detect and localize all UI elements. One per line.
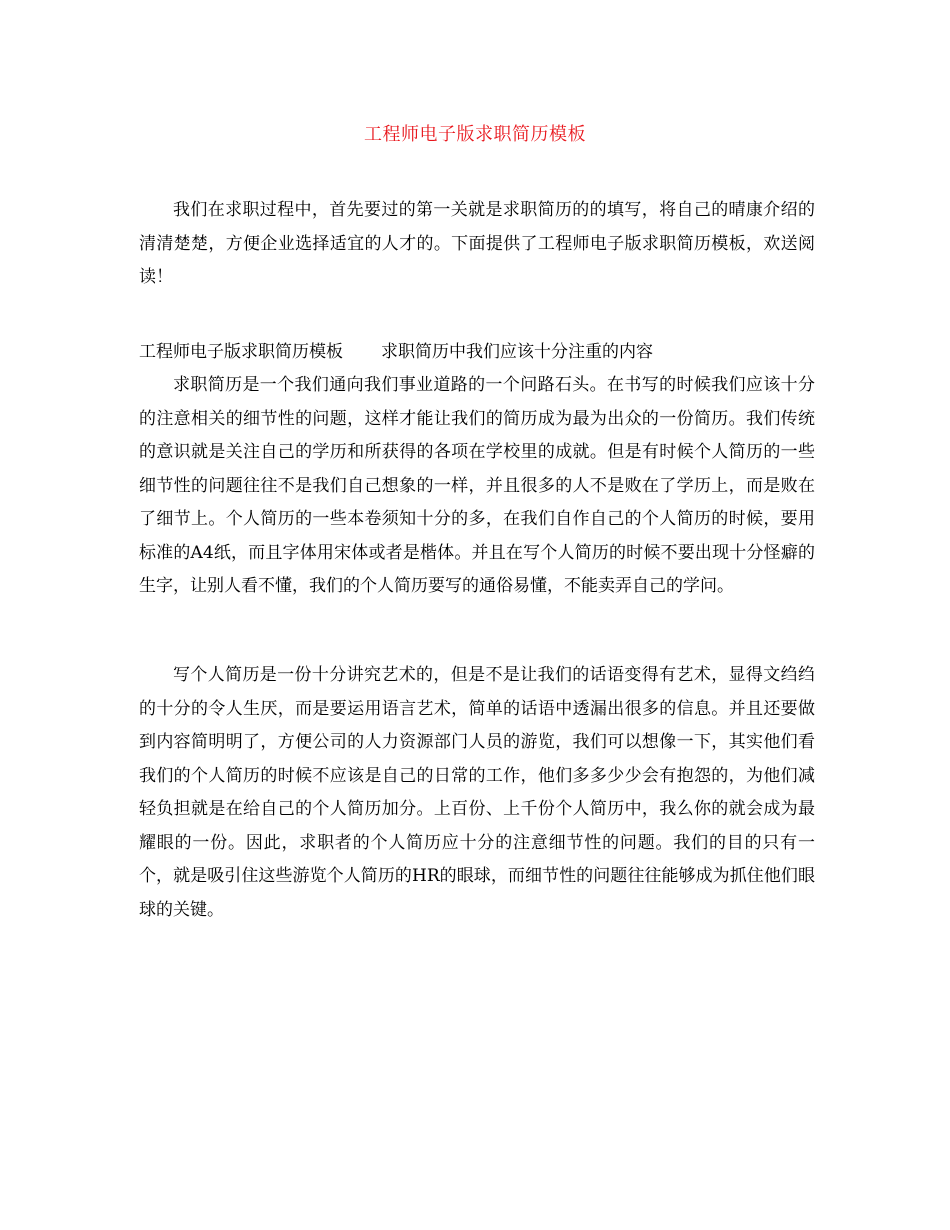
section-subtitle: 求职简历中我们应该十分注重的内容 xyxy=(381,342,653,362)
body-paragraph-1: 求职简历是一个我们通向我们事业道路的一个问路石头。在书写的时候我们应该十分的注意相关的细节性的问题，这样才能让我们的简历成为最为出众的一份简历。我们传统的意识就是关注自己的学历和所获得的各项在学校里的成就。但是有时候个人简历的一些细节性的问题往往不是我们自己想象的一样，并且很多的人不是败在了学历上，而是败在了细节上。个人简历的一些本卷须知十分的多，在我们自作自己的个人简历的时候，要用标准的A4纸，而且字体用宋体或者是楷体。并且在写个人简历的时候不要出现十分怪癖的生字，让别人看不懂，我们的个人简历要写的通俗易懂，不能卖弄自己的学问。 xyxy=(139,375,815,596)
body-paragraph-2: 写个人简历是一份十分讲究艺术的，但是不是让我们的话语变得有艺术，显得文绉绉的十分的令人生厌，而是要运用语言艺术，简单的话语中透漏出很多的信息。并且还要做到内容简明明了，方便公司的人力资源部门人员的游览，我们可以想像一下，其实他们看我们的个人简历的时候不应该是自己的日常的工作，他们多多少少会有抱怨的，为他们减轻负担就是在给自己的个人简历加分。上百份、上千份个人简历中，我么你的就会成为最耀眼的一份。因此，求职者的个人简历应十分的注意细节性的问题。我们的目的只有一个，就是吸引住这些游览个人简历的HR的眼球，而细节性的问题往往能够成为抓住他们眼球的关键。 xyxy=(139,665,815,920)
intro-paragraph: 我们在求职过程中，首先要过的第一关就是求职简历的的填写，将自己的晴康介绍的清清楚楚，方便企业选择适宜的人才的。下面提供了工程师电子版求职简历模板，欢送阅读！ xyxy=(139,200,815,287)
document-title: 工程师电子版求职简历模板 xyxy=(364,124,586,145)
section-title: 工程师电子版求职简历模板 xyxy=(139,342,343,362)
section-heading-line xyxy=(139,339,815,365)
